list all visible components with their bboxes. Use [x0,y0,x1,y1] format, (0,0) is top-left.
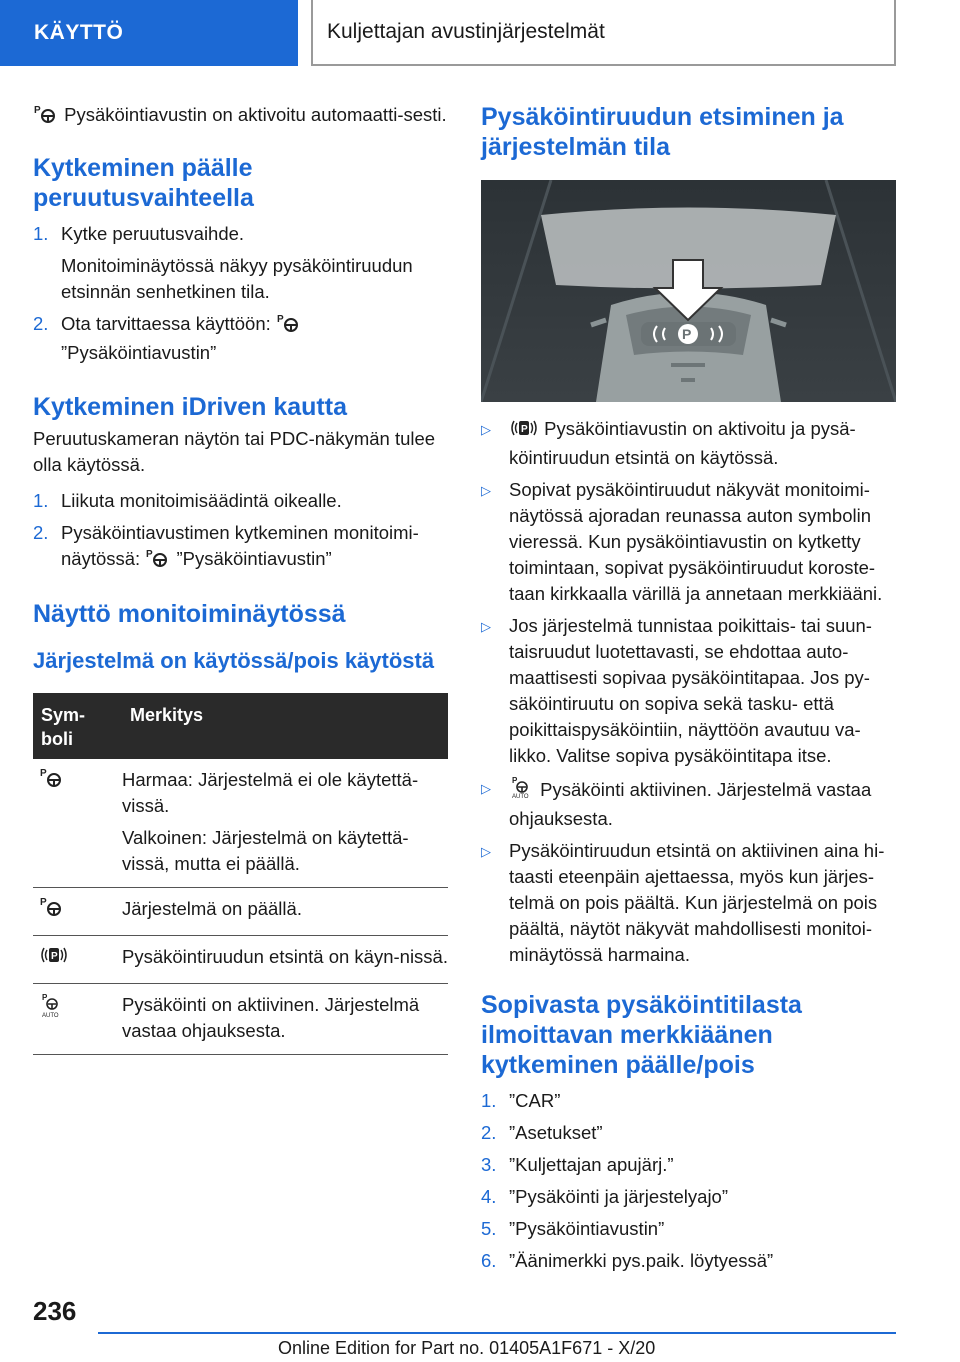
step-number: 1. [33,490,49,511]
bullet-triangle-icon: ▷ [481,619,491,634]
meaning-cell [122,984,448,1055]
step-text [61,311,448,366]
step-text-menu: ”Pysäköintiavustin” [176,548,332,569]
svg-text:P: P [40,897,47,908]
svg-text:P: P [276,314,284,325]
symbol-cell [33,759,122,888]
intro-paragraph [33,102,448,131]
parking-auto-icon [39,993,65,1022]
heading-display: Näyttö monitoiminäytössä [33,600,346,628]
list-item [481,1152,896,1178]
list-item [33,311,448,366]
col-meaning-header: Merkitys [122,693,448,759]
idrive-steps [33,488,448,575]
footer-divider [98,1332,896,1334]
parking-assist-icon [39,897,65,922]
status-bullets [481,416,896,968]
meaning-line: Valkoinen: Järjestelmä on käytettä-vissä, mutta ei päällä. [122,827,409,874]
svg-text:P: P [521,424,528,435]
svg-text:P: P [51,951,58,962]
meaning-line: Pysäköintiruudun etsintä on käyn-nissä. [122,946,448,967]
step-text: ”Pysäköinti ja järjestelyajo” [509,1186,729,1207]
meaning-cell [122,759,448,888]
step-text-main: Ota tarvittaessa käyttöön: [61,313,271,334]
meaning-line: Harmaa: Järjestelmä ei ole käytettä-vissä. [122,769,419,816]
step-text: ”Äänimerkki pys.paik. löytyessä” [509,1250,774,1271]
signal-steps [481,1088,896,1274]
heading-idrive: Kytkeminen iDriven kautta [33,393,347,421]
bullet-text: Jos järjestelmä tunnistaa poikittais- tai suun-taisruudut luotettavasti, se ehdottaa auto-maattisesti sopivaa pysäköintitapaa. Jos py-säköintiruutu on sopiva sekä tasku- että poikittaispysäköintiin, näyttöön avautuu va-likko. Valitse sopiva pysäköintitapa itse. [509,615,872,766]
step-text-menu: ”Pysäköintiavustin” [61,342,217,363]
step-text-main: Pysäköintiavustimen kytkeminen monitoimi-näytössä: [61,522,419,569]
parking-display-photo [481,180,896,402]
table-row [33,759,448,888]
parking-auto-icon [509,775,535,806]
list-item [481,1120,896,1146]
section-tab: KÄYTTÖ [0,0,298,66]
bullet-text [509,416,896,471]
table-row [33,888,448,936]
step-number: 2. [33,522,49,543]
edition-text: Online Edition for Part no. 01405A1F671 - X/20 [278,1338,656,1358]
parking-assist-icon [276,313,302,340]
svg-text:P: P [40,768,47,779]
list-item [481,838,896,968]
meaning-line: Pysäköinti on aktiivinen. Järjestelmä vastaa ohjauksesta. [122,994,420,1041]
bullet-triangle-icon: ▷ [481,781,491,796]
chapter-title-text: Kuljettajan avustinjärjestelmät [327,20,605,43]
step-text [61,520,448,575]
symbol-table [33,693,448,1055]
bullet-text-main: Pysäköintiavustin on aktivoitu ja pysä-köintiruudun etsintä on käytössä. [509,418,856,468]
meaning-cell [122,888,448,936]
symbol-cell [33,984,122,1055]
heading-reverse-gear: Kytkeminen päälle peruutusvaihteella [33,154,254,212]
table-row [33,984,448,1055]
svg-text:P: P [42,993,48,1002]
chapter-title [311,0,896,66]
parking-search-icon [509,418,539,445]
bullet-triangle-icon: ▷ [481,844,491,859]
bullet-text: Pysäköintiruudun etsintä on aktiivinen aina hi-taasti eteenpäin ajettaessa, myös kun järjes-telmä on pois päältä. Kun järjestelmä on pois päältä, näytöt näkyvät mahdollisesti monitoi-minäytössä harmaina. [509,840,885,965]
step-number: 6. [481,1250,497,1271]
step-number: 2. [481,1122,497,1143]
heading-signal: Sopivasta pysäköintitilasta ilmoittavan merkkiäänen kytkeminen päälle/pois [481,991,802,1079]
table-header-row [33,693,448,759]
step-text: Kytke peruutusvaihde. [61,223,245,244]
svg-text:P: P [34,105,41,116]
idrive-intro: Peruutuskameran näytön tai PDC-näkymän tulee olla käytössä. [33,428,436,475]
left-column [33,96,448,1055]
step-number: 5. [481,1218,497,1239]
bullet-triangle-icon: ▷ [481,422,491,437]
svg-text:AUTO: AUTO [512,794,529,799]
page-number: 236 [33,1296,77,1326]
step-number: 4. [481,1186,497,1207]
step-text: ”Kuljettajan apujärj.” [509,1154,674,1175]
list-item [481,775,896,832]
meaning-line: Järjestelmä on päällä. [122,898,302,919]
step-number: 2. [33,313,49,334]
svg-text:P: P [512,776,518,785]
svg-text:AUTO: AUTO [42,1013,59,1018]
list-item [481,416,896,471]
right-column [481,96,896,1274]
step-text: ”Pysäköintiavustin” [509,1218,665,1239]
step-number: 3. [481,1154,497,1175]
heading-status: Järjestelmä on käytössä/pois käytöstä [33,648,435,673]
bullet-text [509,775,896,832]
table-row [33,936,448,984]
list-item [481,613,896,769]
list-item [481,477,896,607]
bullet-text-main: Pysäköinti aktiivinen. Järjestelmä vastaa ohjauksesta. [509,779,872,829]
bullet-triangle-icon: ▷ [481,483,491,498]
bullet-text: Sopivat pysäköintiruudut näkyvät monitoimi-näytössä ajoradan reunassa auton symbolin vieressä. Kun pysäköintiavustin on kytketty toimintaan, sopivat pysäköintiruudut koroste-taan kirkkaalla värillä ja annetaan merkkiääni. [509,479,883,604]
parking-search-icon [39,949,69,970]
step-subtext: Monitoiminäytössä näkyy pysäköintiruudun etsinnän senhetkinen tila. [61,255,413,302]
parking-assist-icon [145,548,171,575]
list-item [481,1184,896,1210]
step-number: 1. [481,1090,497,1111]
symbol-cell [33,888,122,936]
heading-search: Pysäköintiruudun etsiminen ja järjestelmän tila [481,103,844,161]
parking-assist-icon [33,104,59,131]
svg-text:P: P [146,549,153,560]
step-text: ”CAR” [509,1090,561,1111]
parking-assist-icon [39,768,65,793]
intro-text: Pysäköintiavustin on aktivoitu automaatti-sesti. [64,104,447,125]
list-item [481,1216,896,1242]
svg-text:P: P [682,326,692,342]
reverse-steps [33,221,448,366]
list-item [481,1088,896,1114]
list-item [481,1248,896,1274]
step-text: ”Asetukset” [509,1122,603,1143]
list-item [33,221,448,247]
step-number: 1. [33,223,49,244]
col-symbol-header: Sym-boli [33,693,122,759]
list-item [33,520,448,575]
meaning-cell [122,936,448,984]
list-item [33,488,448,514]
symbol-cell [33,936,122,984]
step-text: Liikuta monitoimisäädintä oikealle. [61,490,342,511]
